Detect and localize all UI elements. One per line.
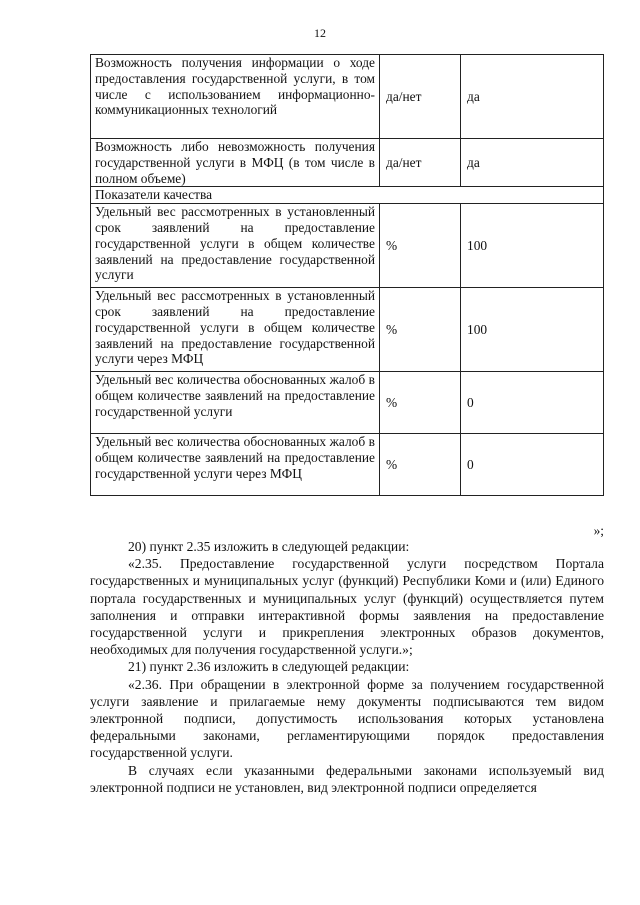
- indicator-cell: Возможность получения информации о ходе предоставления государственной услуги, в том числе с использованием информационно-коммуникационных технологий: [91, 55, 380, 139]
- value-cell: 0: [461, 434, 604, 496]
- unit-cell: да/нет: [380, 139, 461, 187]
- section-heading-cell: Показатели качества: [91, 187, 604, 204]
- table-row: [91, 288, 604, 372]
- table-row: [91, 139, 604, 187]
- indicator-cell: Удельный вес количества обоснованных жалоб в общем количестве заявлений на предоставление государственной услуги: [91, 372, 380, 434]
- indicator-cell: Удельный вес количества обоснованных жалоб в общем количестве заявлений на предоставление государственной услуги через МФЦ: [91, 434, 380, 496]
- unit-cell: %: [380, 372, 461, 434]
- table-row: [91, 434, 604, 496]
- value-cell: 100: [461, 204, 604, 288]
- page-number: 12: [314, 26, 326, 40]
- value-cell: 100: [461, 288, 604, 372]
- value-cell: да: [461, 139, 604, 187]
- paragraph: 21) пункт 2.36 изложить в следующей редакции:: [128, 659, 410, 675]
- unit-cell: %: [380, 434, 461, 496]
- table-row: [91, 204, 604, 288]
- closing-quote: »;: [593, 523, 604, 538]
- unit-cell: да/нет: [380, 55, 461, 139]
- paragraph: 20) пункт 2.35 изложить в следующей редакции:: [128, 539, 410, 554]
- indicator-cell: Возможность либо невозможность получения государственной услуги в МФЦ (в том числе в полном объеме): [91, 139, 380, 187]
- value-cell: 0: [461, 372, 604, 434]
- paragraph: В случаях если указанными федеральными законами используемый вид электронной подписи не установлен, вид электронной подписи определяется: [90, 762, 604, 795]
- value-cell: да: [461, 55, 604, 139]
- quality-indicators-table: [90, 54, 604, 496]
- table-section-row: [91, 187, 604, 204]
- document-body: [90, 538, 604, 796]
- unit-cell: %: [380, 204, 461, 288]
- paragraph: «2.35. Предоставление государственной услуги посредством Портала государственных и муниципальных услуг (функций) Республики Коми и (или) Единого портала государственных и муниципальных услуг (функций) осуществляется путем заполнения и отправки интерактивной формы заявления на предоставление государственной услуги и прикрепления электронных образов документов, необходимых для получения государственной услуги.»;: [90, 556, 604, 658]
- indicator-cell: Удельный вес рассмотренных в установленный срок заявлений на предоставление государственной услуги в общем количестве заявлений на предоставление государственной услуги через МФЦ: [91, 288, 380, 372]
- unit-cell: %: [380, 288, 461, 372]
- indicator-cell: Удельный вес рассмотренных в установленный срок заявлений на предоставление государственной услуги в общем количестве заявлений на предоставление государственной услуги: [91, 204, 380, 288]
- table-row: [91, 372, 604, 434]
- table-row: [91, 55, 604, 139]
- paragraph: «2.36. При обращении в электронной форме за получением государственной услуги заявление и прилагаемые нему документы подписываются тем видом электронной подписи, допустимость использования которых установлена федеральными законами, регламентирующими порядок предоставления государственной услуги.: [90, 676, 604, 761]
